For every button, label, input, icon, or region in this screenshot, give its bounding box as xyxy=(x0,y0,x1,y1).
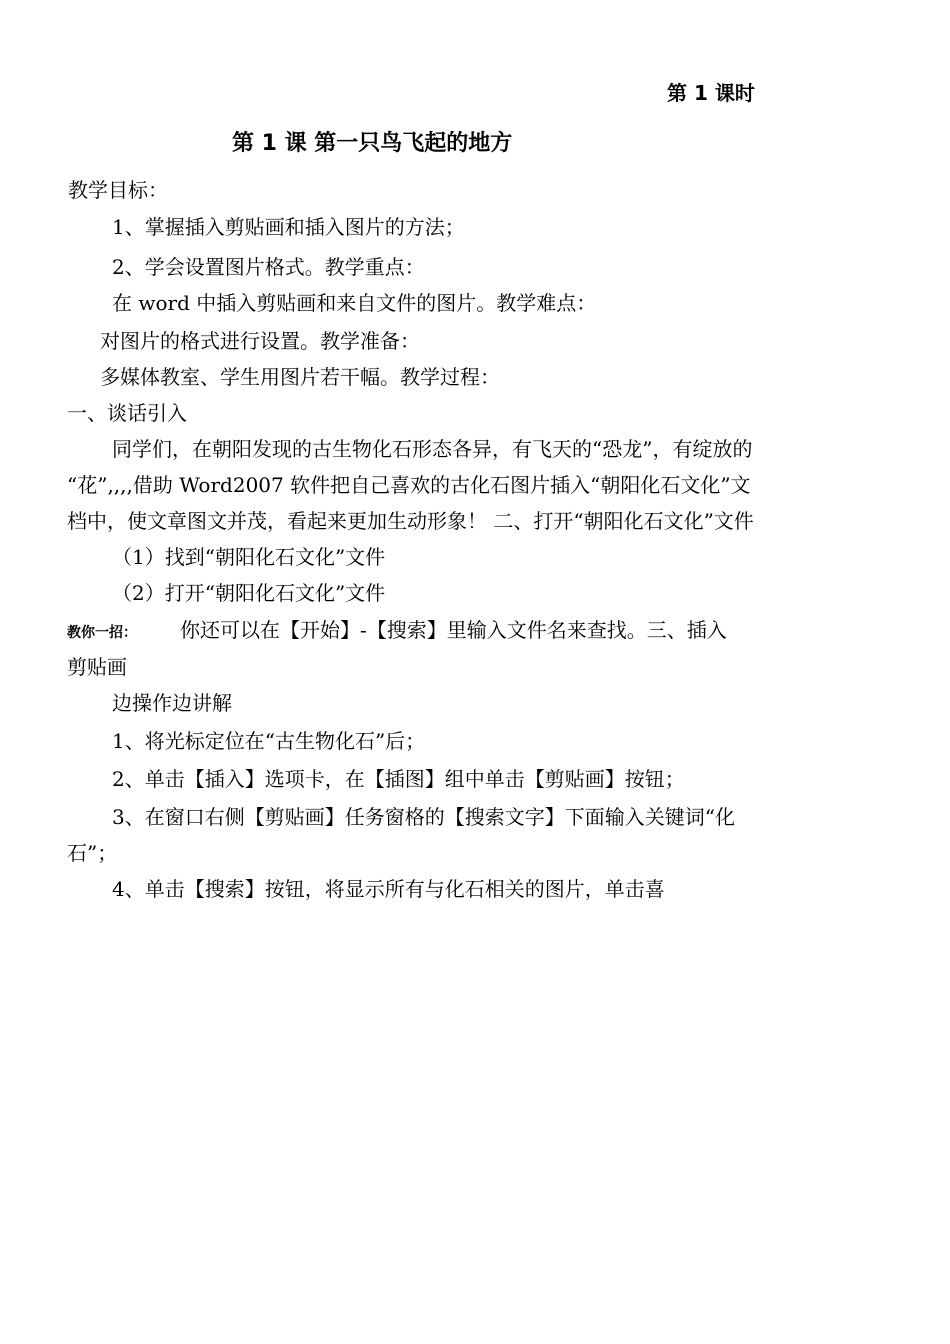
open-step-1: （1）找到“朝阳化石文化”文件 xyxy=(112,545,386,569)
step-2: 2、单击【插入】选项卡，在【插图】组中单击【剪贴画】按钮； xyxy=(112,767,685,791)
difficulty: 对图片的格式进行设置。教学准备： xyxy=(100,329,420,353)
lesson-period: 第 1 课时 xyxy=(667,81,755,105)
step-3-continued: 石”； xyxy=(67,841,118,865)
step-3: 3、在窗口右侧【剪贴画】任务窗格的【搜索文字】下面输入关键词“化 xyxy=(112,805,735,829)
tip-continued: 剪贴画 xyxy=(67,655,127,679)
intro-line-1: 同学们，在朝阳发现的古生物化石形态各异，有飞天的“恐龙”，有绽放的 xyxy=(112,437,753,461)
step-1: 1、将光标定位在“古生物化石”后； xyxy=(112,729,426,753)
section-1-heading: 一、谈话引入 xyxy=(67,401,187,425)
tip-text: 你还可以在【开始】-【搜索】里输入文件名来查找。三、插入 xyxy=(180,618,727,642)
preparation: 多媒体教室、学生用图片若干幅。教学过程： xyxy=(100,365,500,389)
key-point: 在 word 中插入剪贴画和来自文件的图片。教学难点： xyxy=(112,291,597,315)
demo-heading: 边操作边讲解 xyxy=(112,691,232,715)
open-step-2: （2）打开“朝阳化石文化”文件 xyxy=(112,581,386,605)
page-title: 第 1 课 第一只鸟飞起的地方 xyxy=(232,131,513,156)
objective-1: 1、掌握插入剪贴画和插入图片的方法； xyxy=(112,215,465,239)
intro-line-2: “花”,,,,借助 Word2007 软件把自己喜欢的古化石图片插入“朝阳化石文化”文 xyxy=(67,473,751,497)
intro-line-3: 档中，使文章图文并茂，看起来更加生动形象！ 二、打开“朝阳化石文化”文件 xyxy=(67,509,754,533)
objectives-heading: 教学目标： xyxy=(68,178,168,202)
objective-2: 2、学会设置图片格式。教学重点： xyxy=(112,255,425,279)
step-4: 4、单击【搜索】按钮，将显示所有与化石相关的图片，单击喜 xyxy=(112,877,665,901)
tip-label: 教你一招： xyxy=(67,625,137,641)
